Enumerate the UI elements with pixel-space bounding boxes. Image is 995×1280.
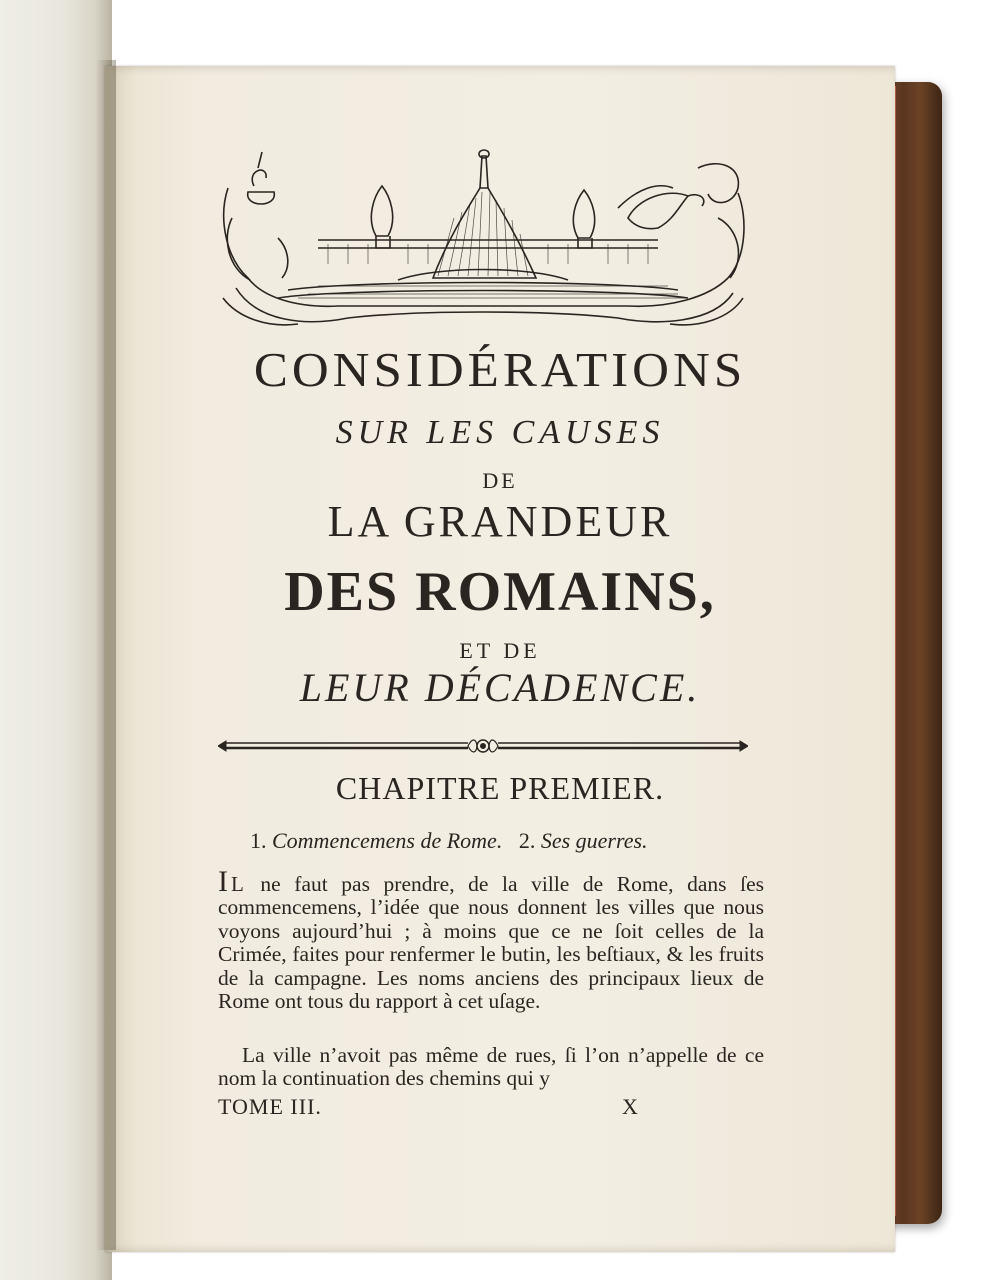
ornamental-rule	[218, 734, 748, 758]
title-de: DE	[482, 468, 518, 493]
signature-mark: X	[622, 1094, 639, 1119]
summary-1-number: 1.	[250, 828, 267, 853]
summary-2-number: 2.	[518, 828, 536, 853]
summary-2-text: Ses guerres.	[540, 828, 648, 853]
title-leur-decadence: LEUR DÉCADENCE.	[299, 665, 701, 710]
volume-number: TOME III.	[218, 1094, 322, 1119]
paragraph-2: La ville n’avoit pas même de rues, ſi l’on n’appelle de ce nom la continuation des chemins qui y	[218, 1043, 764, 1091]
title-des-romains: DES ROMAINS,	[284, 561, 716, 623]
headpiece-engraving	[218, 148, 750, 330]
title-la-grandeur: LA GRANDEUR	[327, 497, 673, 546]
paragraph-1	[218, 865, 764, 1014]
title-considerations: CONSIDÉRATIONS	[253, 344, 747, 398]
title-et-de: ET DE	[459, 638, 541, 663]
chapter-heading: CHAPITRE PREMIER.	[335, 770, 665, 806]
chapter-summary	[250, 828, 750, 854]
summary-1-text: Commencemens de Rome.	[272, 828, 503, 853]
initial-letters: Il	[218, 865, 247, 898]
paragraph-1-text: ne faut pas prendre, de la ville de Rome, dans ſes commencemens, l’idée que nous donnent les villes que nous voyons aujourd’hui ; à moins que ce ne ſoit celles de la Crimée, faites pour renfermer le butin, les beſtiaux, & les fruits de la campagne. Les noms anciens des principaux lieux de Rome ont tous du rapport à cet uſage.	[218, 872, 764, 1014]
title-sur-les-causes: SUR LES CAUSES	[335, 414, 665, 451]
